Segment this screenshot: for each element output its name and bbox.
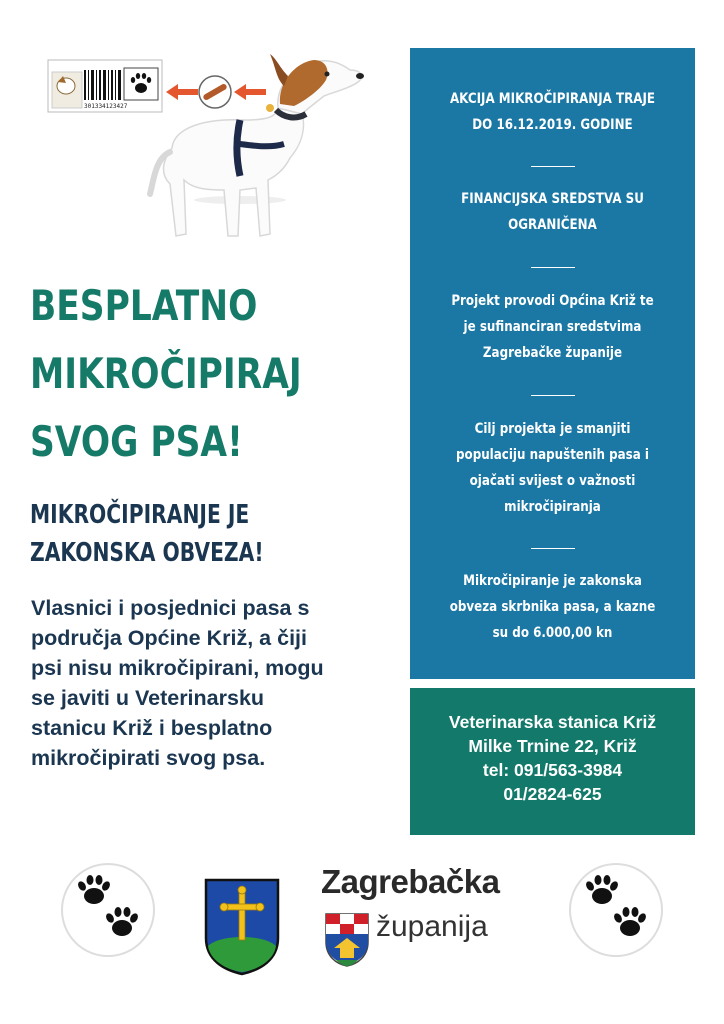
divider: [531, 267, 575, 268]
info-line: Cilj projekta je smanjiti: [474, 421, 631, 437]
info-line: populaciju napuštenih pasa i: [455, 447, 650, 463]
vet-station-address: Milke Trnine 22, Križ: [468, 736, 637, 756]
info-line: Mikročipiranje je zakonska: [463, 573, 642, 589]
divider: [531, 395, 575, 396]
paw-prints-icon: [568, 862, 664, 958]
info-line: OGRANIČENA: [508, 217, 597, 233]
divider: [531, 548, 575, 549]
legal-fine-note: [431, 568, 673, 646]
funding-limited-note: [431, 186, 673, 238]
project-goal-note: [431, 416, 673, 520]
subhead-line: MIKROČIPIRANJE JE: [30, 500, 250, 530]
vet-station-phone-alt: 01/2824-625: [503, 784, 602, 804]
paw-prints-icon: [60, 862, 156, 958]
county-type: županija: [376, 910, 488, 943]
campaign-duration-note: [431, 86, 673, 138]
info-line: DO 16.12.2019. GODINE: [472, 117, 633, 133]
info-line: mikročipiranja: [504, 499, 601, 515]
dog-photo: [150, 54, 364, 236]
zagreb-county-coat-of-arms: [322, 908, 372, 968]
dog-microchip-illustration: [44, 48, 376, 244]
paragraph-line: stanicu Križ i besplatno: [31, 716, 273, 740]
info-line: su do 6.000,00 kn: [492, 625, 613, 641]
headline-line: MIKROČIPIRAJ: [30, 349, 302, 398]
legal-obligation-subhead: [30, 496, 264, 572]
divider: [531, 166, 575, 167]
owners-info-paragraph: [31, 593, 401, 773]
info-line: FINANCIJSKA SREDSTVA SU: [461, 191, 644, 207]
county-name: Zagrebačka: [321, 863, 500, 900]
headline-line: SVOG PSA!: [30, 417, 243, 466]
info-line: Zagrebačke županije: [482, 345, 623, 361]
info-line: ojačati svijest o važnosti: [469, 473, 636, 489]
paragraph-line: psi nisu mikročipirani, mogu: [31, 656, 324, 680]
vet-station-phone: tel: 091/563-3984: [482, 760, 623, 780]
campaign-info-panel: [410, 48, 695, 679]
vet-station-name: Veterinarska stanica Križ: [448, 712, 657, 732]
info-line: Projekt provodi Općina Križ te: [451, 293, 654, 309]
chip-id-card: [48, 60, 162, 112]
headline-line: BESPLATNO: [30, 281, 258, 330]
main-headline: [30, 272, 333, 476]
info-line: AKCIJA MIKROČIPIRANJA TRAJE: [449, 91, 656, 107]
project-funding-note: [431, 288, 673, 366]
chip-id-number: 301334123427: [84, 103, 128, 110]
vet-station-contact: [410, 688, 695, 835]
paragraph-line: područja Općine Križ, a čiji: [31, 626, 307, 650]
microchip-icon: [199, 76, 231, 108]
paragraph-line: se javiti u Veterinarsku: [31, 686, 265, 710]
krizh-coat-of-arms: [202, 876, 282, 976]
paragraph-line: mikročipirati svog psa.: [31, 746, 266, 770]
paragraph-line: Vlasnici i posjednici pasa s: [31, 596, 310, 620]
info-line: obveza skrbnika pasa, a kazne: [449, 599, 656, 615]
info-line: je sufinanciran sredstvima: [463, 319, 642, 335]
subhead-line: ZAKONSKA OBVEZA!: [30, 538, 264, 568]
